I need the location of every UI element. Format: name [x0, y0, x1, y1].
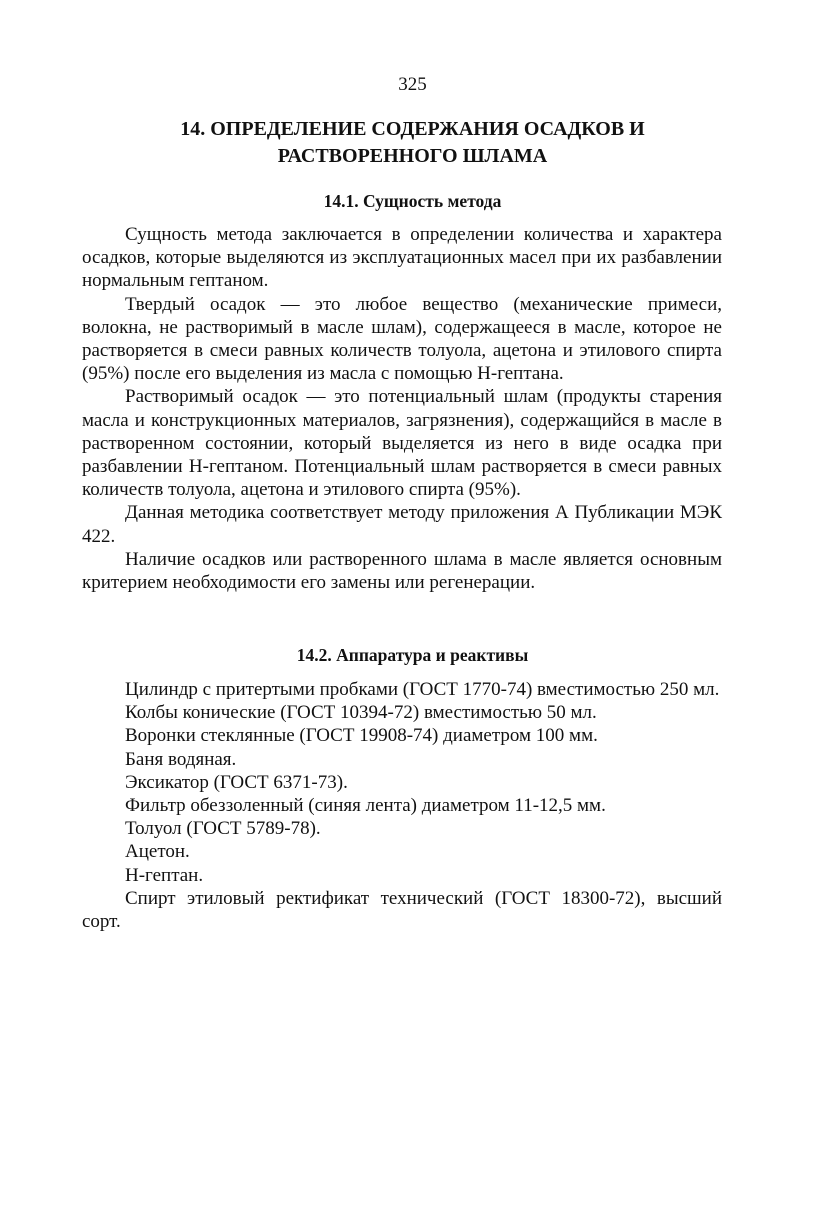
section-1-paragraph: Наличие осадков или растворенного шлама в масле является основным критерием необходимости его замены или регенерации. [82, 548, 722, 594]
section-1-paragraph: Твердый осадок — это любое вещество (механические примеси, волокна, не растворимый в масле шлам), содержащееся в масле, которое не растворяется в смеси равных количеств толуола, ацетона и этилового спирта (95%) после его выделения из масла с помощью Н-гептана. [82, 293, 722, 385]
equipment-list [82, 678, 722, 933]
equipment-item: Ацетон. [125, 841, 190, 863]
chapter-title-line-1: 14. ОПРЕДЕЛЕНИЕ СОДЕРЖАНИЯ ОСАДКОВ И [180, 118, 645, 140]
equipment-item: Н-гептан. [125, 864, 204, 886]
chapter-title-line-2: РАСТВОРЕННОГО ШЛАМА [277, 145, 548, 167]
equipment-item: Цилиндр с притертыми пробками (ГОСТ 1770-74) вместимостью 250 мл. [125, 679, 720, 700]
equipment-item: Спирт этиловый ректификат технический (ГОСТ 18300-72), высший сорт. [82, 887, 722, 933]
equipment-item: Воронки стеклянные (ГОСТ 19908-74) диаметром 100 мм. [125, 725, 598, 747]
equipment-item: Баня водяная. [125, 748, 237, 770]
chapter-title [80, 116, 745, 170]
section-1-paragraph: Данная методика соответствует методу приложения А Публикации МЭК 422. [82, 502, 722, 547]
page-number: 325 [398, 74, 427, 95]
section-1-body [82, 223, 722, 594]
section-1-paragraph: Сущность метода заключается в определении количества и характера осадков, которые выделяются из эксплуатационных масел при их разбавлении нормальным гептаном. [82, 224, 722, 292]
section-1-title: 14.1. Сущность метода [323, 191, 502, 211]
section-2-title: 14.2. Аппаратура и реактивы [296, 645, 529, 665]
section-1-paragraph: Растворимый осадок — это потенциальный шлам (продукты старения масла и конструкционных материалов, загрязнения), содержащийся в масле в растворенном состоянии, который выделяется из него в виде осадка при разбавлении Н-гептаном. Потенциальный шлам растворяется в смеси равных количеств толуола, ацетона и этилового спирта (95%). [82, 386, 722, 501]
equipment-item: Эксикатор (ГОСТ 6371-73). [125, 771, 348, 793]
equipment-item: Фильтр обеззоленный (синяя лента) диаметром 11-12,5 мм. [125, 795, 606, 817]
equipment-item: Колбы конические (ГОСТ 10394-72) вместимостью 50 мл. [125, 702, 597, 724]
equipment-item: Толуол (ГОСТ 5789-78). [125, 818, 321, 840]
